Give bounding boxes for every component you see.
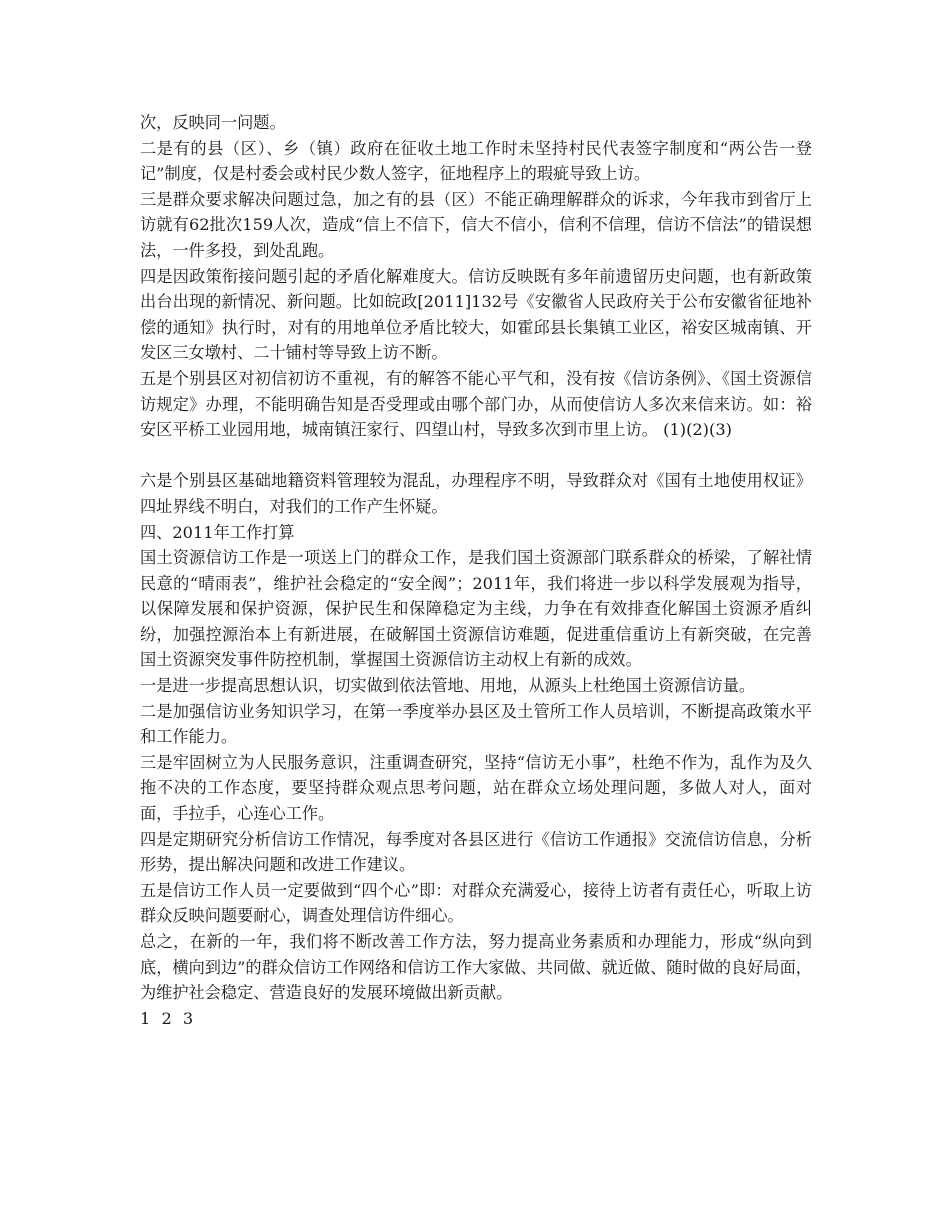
paragraph-plan-one: 一是进一步提高思想认识，切实做到依法管地、用地，从源头上杜绝国土资源信访量。 [140, 676, 756, 696]
paragraph-point-six: 六是个别县区基础地籍资料管理较为混乱，办理程序不明，导致群众对《国有土地使用权证》四址界线不明白，对我们的工作产生怀疑。 [140, 471, 812, 516]
paragraph-point-two: 二是有的县（区）、乡（镇）政府在征收土地工作时未坚持村民代表签字制度和“两公告一登记”制度，仅是村委会或村民少数人签字，征地程序上的瑕疵导致上访。 [140, 138, 812, 184]
paragraph-plan-five: 五是信访工作人员一定要做到“四个心”即：对群众充满爱心，接待上访者有责任心，听取上访群众反映问题要耐心，调查处理信访件细心。 [140, 880, 812, 926]
paragraph-point-five: 五是个别县区对初信初访不重视，有的解答不能心平气和，没有按《信访条例》、《国土资源信访规定》办理，不能明确告知是否受理或由哪个部门办，从而使信访人多次来信来访。如：裕安区平桥工业园用地，城南镇汪家行、四望山村，导致多次到市里上访。 (1)(2)(3) [140, 368, 812, 440]
document-page [140, 110, 812, 1031]
page-numbers: 1 2 3 [140, 1008, 197, 1028]
paragraph-continuation: 次，反映同一问题。 [140, 113, 286, 132]
paragraph-conclusion: 总之，在新的一年，我们将不断改善工作方法，努力提高业务素质和办理能力，形成“纵向到底，横向到边”的群众信访工作网络和信访工作大家做、共同做、就近做、随时做的良好局面，为维护社会稳定、营造良好的发展环境做出新贡献。 [140, 932, 812, 1003]
paragraph-plan-two: 二是加强信访业务知识学习，在第一季度举办县区及土管所工作人员培训，不断提高政策水平和工作能力。 [140, 701, 812, 747]
paragraph-plan-three: 三是牢固树立为人民服务意识，注重调查研究，坚持“信访无小事”，杜绝不作为，乱作为及久拖不决的工作态度，要坚持群众观点思考问题，站在群众立场处理问题，多做人对人，面对面，手拉手，心连心工作。 [140, 752, 812, 824]
paragraph-point-four: 四是因政策衔接问题引起的矛盾化解难度大。信访反映既有多年前遗留历史问题，也有新政策出台出现的新情况、新问题。比如皖政[2011]132号《安徽省人民政府关于公布安徽省征地补偿的通知》执行时，对有的用地单位矛盾比较大，如霍邱县长集镇工业区，裕安区城南镇、开发区三女墩村、二十铺村等导致上访不断。 [140, 266, 812, 363]
paragraph-point-three: 三是群众要求解决问题过急，加之有的县（区）不能正确理解群众的诉求，今年我市到省厅上访就有62批次159人次，造成“信上不信下，信大不信小，信利不信理，信访不信法”的错误想法，一件多投，到处乱跑。 [140, 189, 812, 260]
paragraph-plan-intro: 国土资源信访工作是一项送上门的群众工作，是我们国土资源部门联系群众的桥梁，了解社情民意的“晴雨表”，维护社会稳定的“安全阀”；2011年，我们将进一步以科学发展观为指导，以保障发展和保护资源，保护民生和保障稳定为主线，力争在有效排查化解国土资源矛盾纠纷，加强控源治本上有新进展，在破解国土资源信访难题，促进重信重访上有新突破，在完善国土资源突发事件防控机制，掌握国土资源信访主动权上有新的成效。 [140, 548, 812, 670]
section-heading-2011-plan: 四、2011年工作打算 [140, 522, 295, 542]
paragraph-plan-four: 四是定期研究分析信访工作情况，每季度对各县区进行《信访工作通报》交流信访信息，分析形势，提出解决问题和改进工作建议。 [140, 829, 812, 875]
paragraph-gap [140, 443, 812, 469]
